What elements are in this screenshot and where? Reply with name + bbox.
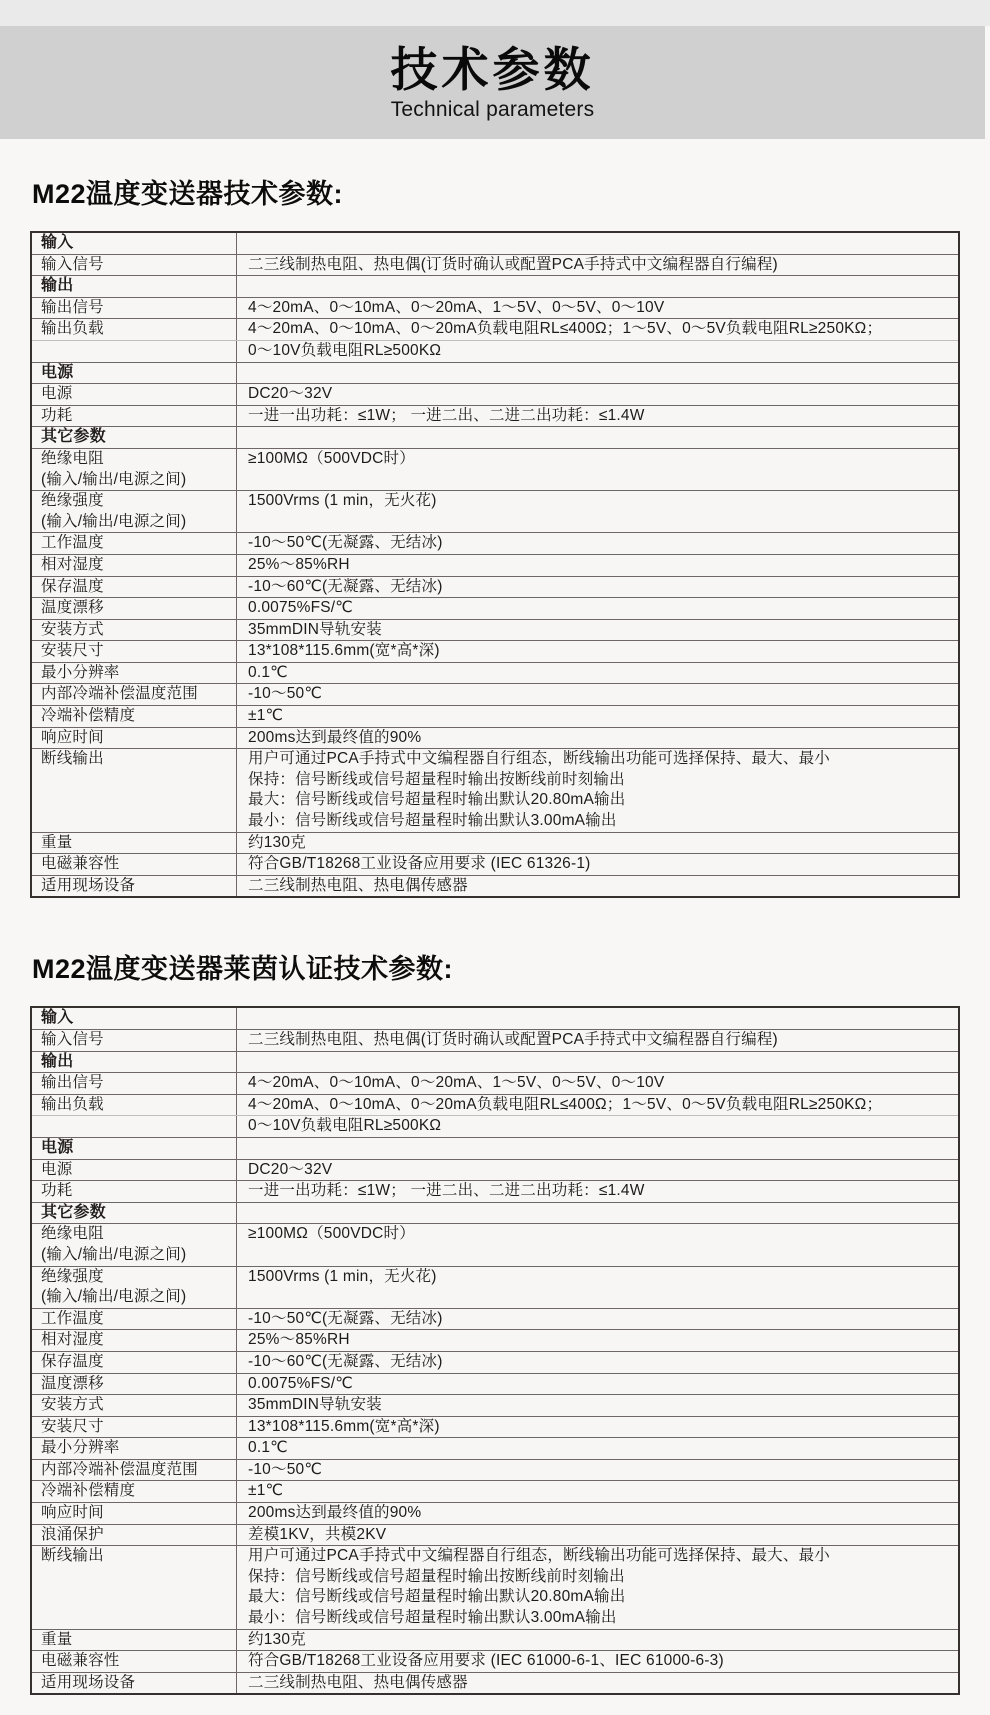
param-label — [32, 1438, 237, 1459]
param-value — [237, 1116, 958, 1137]
param-label — [32, 1160, 237, 1181]
param-label — [32, 749, 237, 831]
param-label-text: 重量 — [41, 833, 73, 851]
param-label — [32, 233, 237, 254]
table-row — [32, 297, 958, 319]
param-value — [237, 341, 958, 362]
param-label-text: 内部冷端补偿温度范围 — [41, 685, 199, 703]
param-label-text: (输入/输出/电源之间) — [41, 1245, 187, 1263]
param-value-text: 25%～85%RH — [248, 555, 350, 573]
page-subtitle: Technical parameters — [390, 97, 595, 121]
table-row — [32, 683, 958, 705]
table-row — [32, 1437, 958, 1459]
param-value — [237, 598, 958, 619]
table-row — [32, 1524, 958, 1546]
table-row — [32, 340, 958, 362]
param-value-text: 1500Vrms (1 min，无火花) — [248, 1267, 437, 1285]
param-value — [237, 1052, 958, 1073]
table-row — [32, 640, 958, 662]
param-label-text: 冷端补偿精度 — [41, 1482, 136, 1500]
param-label — [32, 641, 237, 662]
param-label-text: 电源 — [41, 1160, 73, 1178]
param-label — [32, 363, 237, 384]
param-value-text: 0～10V负载电阻RL≥500KΩ — [248, 341, 442, 359]
param-value — [237, 577, 958, 598]
param-label — [32, 854, 237, 875]
param-label-text: 其它参数 — [41, 428, 106, 446]
table-row — [32, 1051, 958, 1073]
page-title: 技术参数 — [390, 43, 595, 97]
param-value — [237, 298, 958, 319]
param-label-text: (输入/输出/电源之间) — [41, 470, 187, 488]
param-value — [237, 1525, 958, 1546]
param-value — [237, 1224, 958, 1265]
table-row — [32, 832, 958, 854]
param-label-text: 电源 — [41, 1138, 74, 1156]
param-value-text: 符合GB/T18268工业设备应用要求 (IEC 61326-1) — [248, 855, 591, 873]
param-label — [32, 1352, 237, 1373]
param-value — [237, 363, 958, 384]
param-label — [32, 620, 237, 641]
param-label-text: 输出 — [41, 1052, 74, 1070]
table-row — [32, 748, 958, 831]
table-row — [32, 1629, 958, 1651]
param-value — [237, 1095, 958, 1116]
table-row — [32, 1159, 958, 1181]
param-value-text: 二三线制热电阻、热电偶(订货时确认或配置PCA手持式中文编程器自行编程) — [248, 255, 778, 273]
param-value — [237, 1073, 958, 1094]
param-value — [237, 684, 958, 705]
table-row — [32, 1223, 958, 1265]
table-row — [32, 1029, 958, 1051]
param-label-text: 安装方式 — [41, 620, 104, 638]
param-value — [237, 1181, 958, 1202]
param-value — [237, 1138, 958, 1159]
param-value-text: 13*108*115.6mm(宽*高*深) — [248, 1417, 440, 1435]
param-label — [32, 598, 237, 619]
param-value-text: 0.1℃ — [248, 663, 288, 681]
table-row — [32, 727, 958, 749]
param-value-text: 0.0075%FS/℃ — [248, 1374, 353, 1392]
table-row — [32, 1094, 958, 1116]
param-label-text: 温度漂移 — [41, 599, 104, 617]
param-value-text: DC20～32V — [248, 385, 333, 403]
param-label — [32, 1630, 237, 1651]
param-label-text: 绝缘强度 — [41, 492, 104, 510]
table-row — [32, 254, 958, 276]
table-row — [32, 1137, 958, 1159]
table-row — [32, 532, 958, 554]
param-label-text: 输出 — [41, 277, 74, 295]
table-row — [32, 318, 958, 340]
param-value-text: 4～20mA、0～10mA、0～20mA、1～5V、0～5V、0～10V — [248, 298, 665, 316]
param-value-text: 4～20mA、0～10mA、0～20mA负载电阻RL≤400Ω；1～5V、0～5V负载电阻RL≥250KΩ； — [248, 320, 883, 338]
param-label — [32, 1030, 237, 1051]
param-label — [32, 833, 237, 854]
table-row — [32, 1115, 958, 1137]
table-row — [32, 1072, 958, 1094]
param-value-text: 二三线制热电阻、热电偶传感器 — [248, 1673, 468, 1691]
param-label — [32, 706, 237, 727]
section-title-m22-rheinland: M22温度变送器莱茵认证技术参数: — [32, 954, 454, 985]
param-label — [32, 1267, 237, 1308]
param-value — [237, 319, 958, 340]
param-value — [237, 555, 958, 576]
table-row — [32, 1266, 958, 1308]
param-value — [237, 255, 958, 276]
table-row — [32, 1373, 958, 1395]
param-label-text: 输出信号 — [41, 1074, 104, 1092]
param-label — [32, 1138, 237, 1159]
param-value-text: 二三线制热电阻、热电偶传感器 — [248, 876, 468, 894]
param-label — [32, 1525, 237, 1546]
param-label-text: 输入信号 — [41, 255, 104, 273]
param-label-text: 输出负载 — [41, 1095, 104, 1113]
param-value-text: 二三线制热电阻、热电偶(订货时确认或配置PCA手持式中文编程器自行编程) — [248, 1031, 778, 1048]
table-row — [32, 554, 958, 576]
param-value-text: 差模1KV，共模2KV — [248, 1525, 387, 1543]
param-label-text: 相对湿度 — [41, 555, 104, 573]
param-value-text: 0～10V负载电阻RL≥500KΩ — [248, 1117, 442, 1135]
param-label-text: 电磁兼容性 — [41, 1652, 120, 1670]
param-label — [32, 728, 237, 749]
param-value-text: -10～50℃ — [248, 685, 322, 703]
param-value-text: 一进一出功耗：≤1W； 一进二出、二进二出功耗：≤1.4W — [248, 406, 645, 424]
param-label-text: 功耗 — [41, 1182, 73, 1200]
param-label — [32, 1546, 237, 1628]
param-label — [32, 298, 237, 319]
param-value-text: 0.1℃ — [248, 1439, 288, 1457]
table-row — [32, 233, 958, 254]
param-label-text: 响应时间 — [41, 1504, 104, 1522]
param-label-text: 安装方式 — [41, 1396, 104, 1414]
table-row — [32, 405, 958, 427]
param-label-text: 输出负载 — [41, 320, 104, 338]
param-value — [237, 1438, 958, 1459]
param-label-text: 输入 — [41, 234, 74, 251]
param-label-text: (输入/输出/电源之间) — [41, 512, 187, 530]
param-value — [237, 1330, 958, 1351]
param-label — [32, 427, 237, 448]
param-value — [237, 854, 958, 875]
param-label — [32, 1395, 237, 1416]
table-row — [32, 576, 958, 598]
param-value — [237, 1352, 958, 1373]
table-row — [32, 1650, 958, 1672]
param-label — [32, 663, 237, 684]
param-value — [237, 1203, 958, 1224]
param-value — [237, 1673, 958, 1694]
param-value — [237, 1503, 958, 1524]
param-label — [32, 876, 237, 897]
table-row — [32, 853, 958, 875]
param-value-text: 符合GB/T18268工业设备应用要求 (IEC 61000-6-1、IEC 61000-6-3) — [248, 1652, 724, 1670]
param-value-text: -10～50℃(无凝露、无结冰) — [248, 1309, 443, 1327]
param-label — [32, 276, 237, 297]
param-label-text: 最小分辨率 — [41, 663, 120, 681]
table-row — [32, 1416, 958, 1438]
param-label-text: 适用现场设备 — [41, 1673, 136, 1691]
table-row — [32, 275, 958, 297]
table-row — [32, 619, 958, 641]
param-label-text: 电磁兼容性 — [41, 855, 120, 873]
param-value-text: 用户可通过PCA手持式中文编程器自行组态，断线输出功能可选择保持、最大、最小 — [248, 1547, 830, 1565]
param-value-text: -10～60℃(无凝露、无结冰) — [248, 1352, 443, 1370]
param-label — [32, 684, 237, 705]
table-row — [32, 1008, 958, 1029]
param-value-text: 1500Vrms (1 min，无火花) — [248, 492, 437, 510]
param-label — [32, 255, 237, 276]
table-row — [32, 1672, 958, 1694]
param-label — [32, 577, 237, 598]
param-value-text: 一进一出功耗：≤1W； 一进二出、二进二出功耗：≤1.4W — [248, 1182, 645, 1200]
param-value-text: -10～50℃(无凝露、无结冰) — [248, 534, 443, 552]
param-label — [32, 341, 237, 362]
table-row — [32, 875, 958, 897]
param-label — [32, 1417, 237, 1438]
param-label-text: 响应时间 — [41, 728, 104, 746]
param-value — [237, 620, 958, 641]
param-label-text: 浪涌保护 — [41, 1525, 104, 1543]
table-row — [32, 1394, 958, 1416]
param-label — [32, 1330, 237, 1351]
table-row — [32, 1180, 958, 1202]
param-label-text: 相对湿度 — [41, 1331, 104, 1349]
param-label — [32, 1116, 237, 1137]
param-label-text: 保存温度 — [41, 577, 104, 595]
param-value — [237, 1630, 958, 1651]
param-value — [237, 533, 958, 554]
param-label — [32, 1309, 237, 1330]
param-value — [237, 406, 958, 427]
param-label — [32, 449, 237, 490]
param-label-text: 安装尺寸 — [41, 642, 104, 660]
param-value-text: ≥100MΩ（500VDC时） — [248, 1225, 415, 1243]
param-label — [32, 1460, 237, 1481]
table-row — [32, 1480, 958, 1502]
param-label-text: 电源 — [41, 385, 73, 403]
param-value — [237, 384, 958, 405]
param-label — [32, 406, 237, 427]
param-label — [32, 1052, 237, 1073]
table-row — [32, 1308, 958, 1330]
top-strip — [0, 0, 990, 26]
param-value — [237, 233, 958, 254]
param-value-text: 约130克 — [248, 833, 306, 851]
param-label-text: 断线输出 — [41, 750, 104, 768]
param-value — [237, 1008, 958, 1029]
table-row — [32, 1502, 958, 1524]
param-label-text: 保存温度 — [41, 1352, 104, 1370]
section-title-m22: M22温度变送器技术参数: — [32, 179, 344, 209]
param-label-text: 断线输出 — [41, 1547, 104, 1565]
param-value — [237, 1651, 958, 1672]
param-value — [237, 1267, 958, 1308]
param-value-text: ±1℃ — [248, 1482, 284, 1500]
table-row — [32, 362, 958, 384]
param-value — [237, 641, 958, 662]
param-value-text: 0.0075%FS/℃ — [248, 599, 353, 617]
table-row — [32, 705, 958, 727]
param-label — [32, 319, 237, 340]
param-value-text: -10～60℃(无凝露、无结冰) — [248, 577, 443, 595]
param-value-text: 35mmDIN导轨安装 — [248, 1396, 382, 1414]
param-label-text: 温度漂移 — [41, 1374, 104, 1392]
param-label-text: 冷端补偿精度 — [41, 707, 136, 725]
param-value — [237, 1417, 958, 1438]
content — [0, 177, 990, 1695]
param-label — [32, 1073, 237, 1094]
param-value — [237, 749, 958, 831]
param-value-text: DC20～32V — [248, 1160, 333, 1178]
param-label-text: 绝缘强度 — [41, 1267, 104, 1285]
param-value-text: 4～20mA、0～10mA、0～20mA、1～5V、0～5V、0～10V — [248, 1074, 665, 1092]
table-row — [32, 597, 958, 619]
table-row — [32, 662, 958, 684]
spec-table-m22-rheinland — [30, 1006, 960, 1695]
param-label — [32, 1203, 237, 1224]
param-label-text: 最小分辨率 — [41, 1439, 120, 1457]
param-value — [237, 1395, 958, 1416]
param-value — [237, 1481, 958, 1502]
param-value — [237, 1309, 958, 1330]
param-label-text: 重量 — [41, 1630, 73, 1648]
param-value-text: ±1℃ — [248, 707, 284, 725]
table-row — [32, 1351, 958, 1373]
param-label — [32, 555, 237, 576]
param-label-text: 安装尺寸 — [41, 1417, 104, 1435]
param-value — [237, 663, 958, 684]
param-value — [237, 1460, 958, 1481]
param-value — [237, 427, 958, 448]
param-value — [237, 876, 958, 897]
table-row — [32, 1329, 958, 1351]
param-value-text: 约130克 — [248, 1630, 306, 1648]
param-label-text: 输入信号 — [41, 1031, 104, 1048]
param-value — [237, 1546, 958, 1628]
param-label — [32, 1673, 237, 1694]
param-value-text: ≥100MΩ（500VDC时） — [248, 449, 415, 467]
param-value — [237, 706, 958, 727]
param-value — [237, 833, 958, 854]
param-label-text: 输出信号 — [41, 298, 104, 316]
table-row — [32, 1545, 958, 1628]
param-label — [32, 1095, 237, 1116]
param-label — [32, 1008, 237, 1029]
param-label-text: 输入 — [41, 1009, 74, 1027]
param-value — [237, 728, 958, 749]
param-label — [32, 384, 237, 405]
param-value-text: 200ms达到最终值的90% — [248, 1504, 422, 1522]
param-value — [237, 1374, 958, 1395]
param-label — [32, 491, 237, 532]
param-label-text: 工作温度 — [41, 1309, 104, 1327]
param-value-text: 200ms达到最终值的90% — [248, 728, 422, 746]
param-label-text: 工作温度 — [41, 534, 104, 552]
param-label — [32, 1651, 237, 1672]
param-value — [237, 276, 958, 297]
param-value-text: 保持：信号断线或信号超量程时输出按断线前时刻输出 — [248, 1567, 625, 1585]
param-value-text: 35mmDIN导轨安装 — [248, 620, 382, 638]
param-value-text: 保持：信号断线或信号超量程时输出按断线前时刻输出 — [248, 770, 625, 788]
param-label-text: 适用现场设备 — [41, 876, 136, 894]
param-value-text: 用户可通过PCA手持式中文编程器自行组态，断线输出功能可选择保持、最大、最小 — [248, 750, 830, 768]
param-value-text: 25%～85%RH — [248, 1331, 350, 1349]
param-label-text: 其它参数 — [41, 1203, 106, 1221]
param-value — [237, 1160, 958, 1181]
param-label-text: 电源 — [41, 363, 74, 381]
table-row — [32, 490, 958, 532]
param-label-text: 绝缘电阻 — [41, 449, 104, 467]
param-value-text: 最大：信号断线或信号超量程时输出默认20.80mA输出 — [248, 1588, 626, 1606]
param-label-text: 绝缘电阻 — [41, 1225, 104, 1243]
param-label — [32, 1181, 237, 1202]
param-value-text: 13*108*115.6mm(宽*高*深) — [248, 642, 440, 660]
header-band — [0, 26, 985, 139]
table-row — [32, 1202, 958, 1224]
param-label — [32, 1481, 237, 1502]
param-value-text: 4～20mA、0～10mA、0～20mA负载电阻RL≤400Ω；1～5V、0～5V负载电阻RL≥250KΩ； — [248, 1095, 883, 1113]
table-row — [32, 448, 958, 490]
param-label-text: 功耗 — [41, 406, 73, 424]
param-label — [32, 1374, 237, 1395]
table-row — [32, 383, 958, 405]
param-value-text: 最大：信号断线或信号超量程时输出默认20.80mA输出 — [248, 791, 626, 809]
param-label-text: 内部冷端补偿温度范围 — [41, 1460, 199, 1478]
param-value-text: 最小：信号断线或信号超量程时输出默认3.00mA输出 — [248, 1609, 617, 1627]
param-value — [237, 449, 958, 490]
param-label — [32, 533, 237, 554]
param-value — [237, 1030, 958, 1051]
table-row — [32, 426, 958, 448]
param-label — [32, 1503, 237, 1524]
table-row — [32, 1459, 958, 1481]
param-value — [237, 491, 958, 532]
param-value-text: 最小：信号断线或信号超量程时输出默认3.00mA输出 — [248, 812, 617, 830]
param-value-text: -10～50℃ — [248, 1460, 322, 1478]
param-label-text: (输入/输出/电源之间) — [41, 1288, 187, 1306]
spec-table-m22 — [30, 231, 960, 898]
param-label — [32, 1224, 237, 1265]
